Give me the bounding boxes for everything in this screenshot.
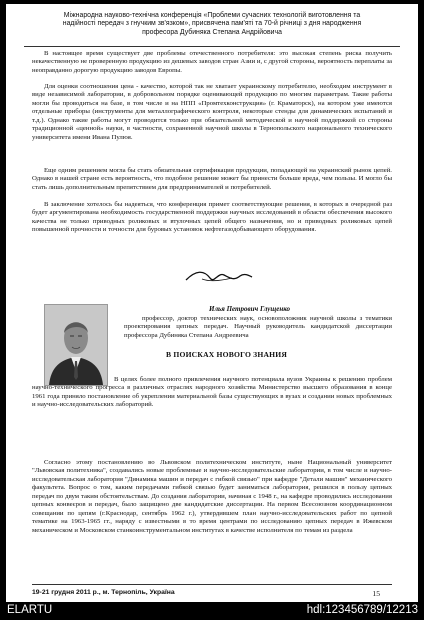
- paragraph-2: Для оценки соотношения цена - качество, которой так не хватает украинскому потребителю, необходим инструмент в виде независимой лаборатории, в добровольном порядке оценивающей продукцию по многим параметрам. Такие работы могли бы проводиться на базе, в том числе и на НПП «Промтехконструкция» (г. Краматорск), на котором уже имеются отдельные приборы (инструменты для металлографического контроля, некоторые стенды для динамических испытаний и т.д.). Однако такие работы могут проводится только при обязательной методической и научной поддержкой со стороны традиционной «ценной» науки, в частности, сохраненной научной школы в Тернопольского национального технического университета имени Ивана Пулюя.: [32, 83, 392, 141]
- paragraph-5-text: В целях более полного привлечения научного потенциала вузов Украины к решению проблем научно-технического прогресса в различных отраслях народного хозяйства Министерство высшего образования в конце 1961 года приняло постановление об укреплении материальной базы существующих в вузах и создании новых проблемных и научно-исследовательских лабораторий.: [32, 376, 392, 409]
- conference-header: [24, 12, 400, 46]
- footer-conference-date: 19-21 грудня 2011 р., м. Тернопіль, Україна: [32, 589, 175, 596]
- header-line-3: професора Дубиняка Степана Андрійовича: [142, 28, 282, 36]
- paragraph-4: В заключение хотелось бы надеяться, что конференция примет соответствующие решения, в которых в очередной раз будет аргументирована необходимость государственной поддержки научных исследований в области обеспечения высокого качества не только приводных роликовых и втулочных цепей общего назначения, но и приводных роликовых цепей повышенной прочности и точности для буровых установок нефтегазодобывающего оборудования.: [32, 201, 392, 234]
- paragraph-3: Еще одним решением могла бы стать обязательная сертификация продукции, попадающей на украинский рынок цепей. Однако в нашей стране есть вероятность, что подобное решение может бы принести больше вреда, чем пользы. И могло бы стать лишь дополнительным препятствием для предпринимателей и потребителей.: [32, 167, 392, 191]
- footer-divider: [32, 584, 392, 585]
- author-bio: профессор, доктор технических наук, основоположник научной школы з тематики проектирования цепных передач. Научный руководитель кандидатской диссертации профессора Дубиняка Степана Андреевича: [124, 315, 392, 339]
- article-title: В ПОИСКАХ НОВОГО ЗНАНИЯ: [166, 350, 288, 359]
- signature-flourish: [184, 266, 254, 288]
- header-line-1: Міжнародна науково-технічна конференція «Проблеми сучасних технологій виготовлення та: [63, 12, 361, 19]
- paragraph-6: Согласно этому постановлению во Львовском политехническом институте, ныне Национальный университет "Львовская политехника", создавались новые проблемные и научно-исследовательские лаборатории, в том числе и научно-исследовательская лаборатория "Динамика машин и передач с гибкой связью" при кафедре "Детали машин" механического факультета. Вопрос о том, каким передачами гибкой связью будет заниматься лаборатория, решился в пользу цепных передач по двум таким обстоятельствам. До создания лаборатории, начиная с 1948 г., на кафедре проводились исследования цепных конвеєров и передач, было защищено две кандидатские диссертации. На первом Всесоюзном координационном совещании по цепям (г.Краснодар, сентябрь 1962 г.), утвердившем план научно-исследовательских работ по цепной тематике на 1963-1965 гг., наряду с известными в то время центрами по исследованию цепных передач в Ижевском механическом и Московском станкоинструментальном институтах в качестве исполнителя по темам из раздела: [32, 459, 392, 534]
- paragraph-1: В настоящее время существует две проблемы отечественного потребителя: это высокая степень риска получить некачественную не проверенную продукцию из дешевых заводов стран Азии и, с другой стороны, вероятность переплаты за неоправданно дорогую продукцию заводов Европы.: [32, 50, 392, 74]
- page-number: 15: [372, 589, 380, 598]
- header-divider: [24, 46, 400, 47]
- document-page: [6, 4, 418, 602]
- author-portrait: [44, 304, 108, 386]
- handle-identifier: hdl:123456789/12213: [306, 604, 418, 616]
- viewer-status-bar: [0, 602, 424, 620]
- repository-name: ELARTU: [7, 604, 53, 616]
- header-line-2: надійності передач з гнучким зв'язком», присвячена пам'яті та 70-й річниці з дня народження: [62, 20, 362, 28]
- paragraph-5: [32, 376, 392, 410]
- author-name: Илья Петрович Глущенко: [209, 305, 291, 313]
